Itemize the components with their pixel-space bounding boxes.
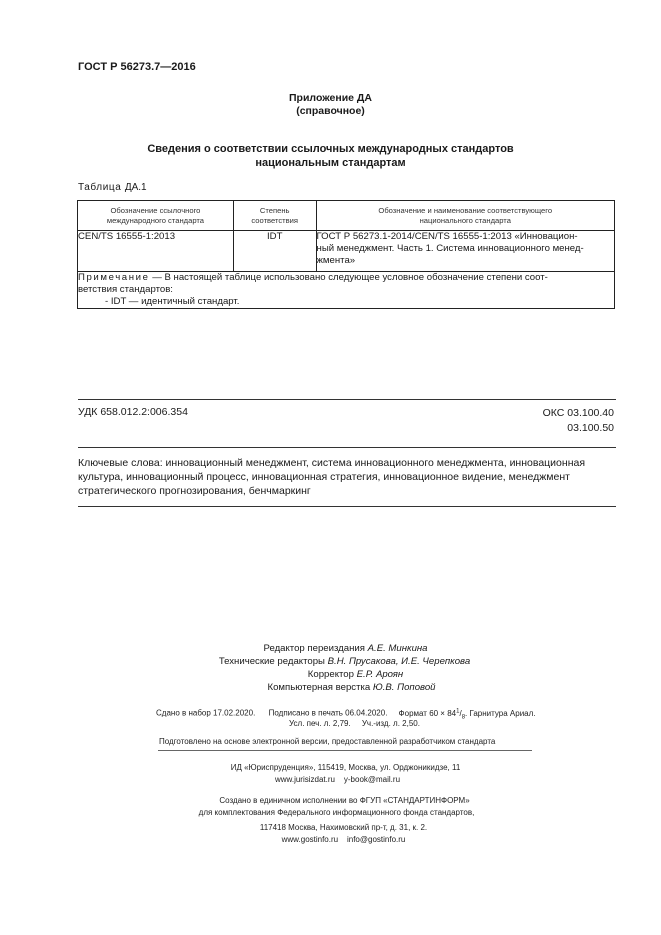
national-line1: ГОСТ Р 56273.1-2014/CEN/TS 16555-1:2013 «Инновацион- [316, 231, 578, 242]
note-label: Примечание [78, 272, 150, 283]
udk-code: УДК 658.012.2:006.354 [78, 406, 188, 418]
divider-top [78, 399, 616, 400]
publisher-site[interactable]: www.jurisizdat.ru [274, 774, 335, 784]
table-caption [78, 182, 147, 193]
tech-role: Технические редакторы [218, 656, 328, 667]
producer-info [0, 795, 661, 846]
tech-editors-credit [0, 655, 661, 668]
table-row [78, 231, 615, 272]
header-national-standard [316, 201, 614, 231]
keywords-line3: стратегического прогнозирования, бенчмаркинг [78, 485, 311, 497]
editor-role: Редактор переиздания [263, 643, 368, 654]
annex-title: Приложение ДА [289, 92, 372, 104]
note-item: - IDT — идентичный стандарт. [105, 296, 240, 307]
producer-site[interactable]: www.gostinfo.ru [281, 835, 339, 844]
section-title-line2: национальным стандартам [255, 157, 406, 169]
format-suffix: . Гарнитура Ариал. [465, 708, 536, 718]
oks-code-2: 03.100.50 [567, 422, 614, 434]
producer-line2: для комплектования Федерального информационного фонда стандартов, [198, 808, 475, 817]
staff-credits [0, 642, 661, 694]
oks-codes [543, 406, 614, 436]
corrector-role: Корректор [307, 669, 357, 680]
producer-address: 117418 Москва, Нахимовский пр-т, д. 31, к. 2. [259, 823, 428, 832]
cell-intl-standard: CEN/TS 16555-1:2013 [78, 231, 234, 272]
format-num: 1 [456, 708, 460, 714]
layout-name: Ю.В. Поповой [372, 682, 436, 693]
editor-credit [0, 642, 661, 655]
typeset-date: Сдано в набор 17.02.2020. [156, 708, 256, 718]
table-caption-word: Таблица [78, 182, 122, 193]
section-title [0, 142, 661, 170]
header-degree [233, 201, 316, 231]
signed-date: Подписано в печать 06.04.2020. [268, 708, 388, 718]
header-degree-line2: соответствия [251, 215, 299, 225]
corrector-credit [0, 668, 661, 681]
imprint-line2 [289, 718, 420, 730]
header-intl-line1: Обозначение ссылочного [110, 205, 201, 215]
producer-email[interactable]: info@gostinfo.ru [346, 835, 406, 844]
corrector-name: Е.Р. Ароян [356, 669, 404, 680]
keywords-line1: Ключевые слова: инновационный менеджмент, система инновационного менеджмента, инновационная [78, 457, 586, 469]
note-line1: — В настоящей таблице использовано следующее условное обозначение степени соот- [149, 272, 548, 283]
annex-subtitle: (справочное) [296, 105, 365, 117]
format-den: 8 [461, 714, 466, 721]
divider-bottom [78, 506, 616, 507]
format-prefix: Формат 60 × 84 [398, 708, 457, 718]
header-intl-standard [78, 201, 234, 231]
standards-table [77, 200, 615, 309]
publisher-sheets: Уч.-изд. л. 2,50. [361, 719, 420, 728]
header-national-line2: национального стандарта [419, 215, 511, 225]
cell-degree: IDT [233, 231, 316, 272]
publisher-info [0, 762, 661, 785]
table-note [78, 272, 615, 309]
annex-heading [0, 92, 661, 118]
note-line2: ветствия стандартов: [78, 284, 173, 295]
publisher-address: ИД «Юриспруденция», 115419, Москва, ул. Орджоникидзе, 11 [230, 763, 461, 772]
keywords [78, 456, 615, 498]
national-line2: ный менеджмент. Часть 1. Система инновационного менед- [316, 243, 584, 254]
imprint-divider [158, 750, 532, 751]
table-caption-number: ДА.1 [124, 182, 147, 193]
section-title-line1: Сведения о соответствии ссылочных международных стандартов [147, 143, 514, 155]
layout-role: Компьютерная верстка [267, 682, 373, 693]
table-note-row [78, 272, 615, 309]
print-sheets: Усл. печ. л. 2,79. [289, 719, 351, 728]
tech-names: В.Н. Прусакова, И.Е. Черепкова [327, 656, 471, 667]
editor-name: А.Е. Минкина [367, 643, 428, 654]
table-header-row [78, 201, 615, 231]
cell-national-standard [316, 231, 614, 272]
header-degree-line1: Степень [259, 205, 290, 215]
divider-middle [78, 447, 616, 448]
producer-line1: Создано в единичном исполнении во ФГУП «СТАНДАРТИНФОРМ» [219, 796, 470, 805]
prepared-note: Подготовлено на основе электронной версии, предоставленной разработчиком стандарта [159, 737, 496, 746]
header-national-line1: Обозначение и наименование соответствующего [378, 205, 553, 215]
national-line3: жмента» [316, 255, 356, 266]
format-spec: Формат $60 \times 84^1/_8$. Гарнитура Ариал. [398, 708, 536, 721]
layout-credit [0, 681, 661, 694]
publisher-contacts [0, 774, 661, 786]
oks-code-1: ОКС 03.100.40 [542, 407, 614, 419]
producer-contacts [0, 834, 661, 846]
header-intl-line2: международного стандарта [106, 215, 204, 225]
document-code: ГОСТ Р 56273.7—2016 [78, 61, 196, 73]
keywords-line2: культура, инновационный процесс, инновационная стратегия, инновационное видение, менеджмент [78, 471, 570, 483]
publisher-email[interactable]: y-book@mail.ru [343, 774, 401, 784]
